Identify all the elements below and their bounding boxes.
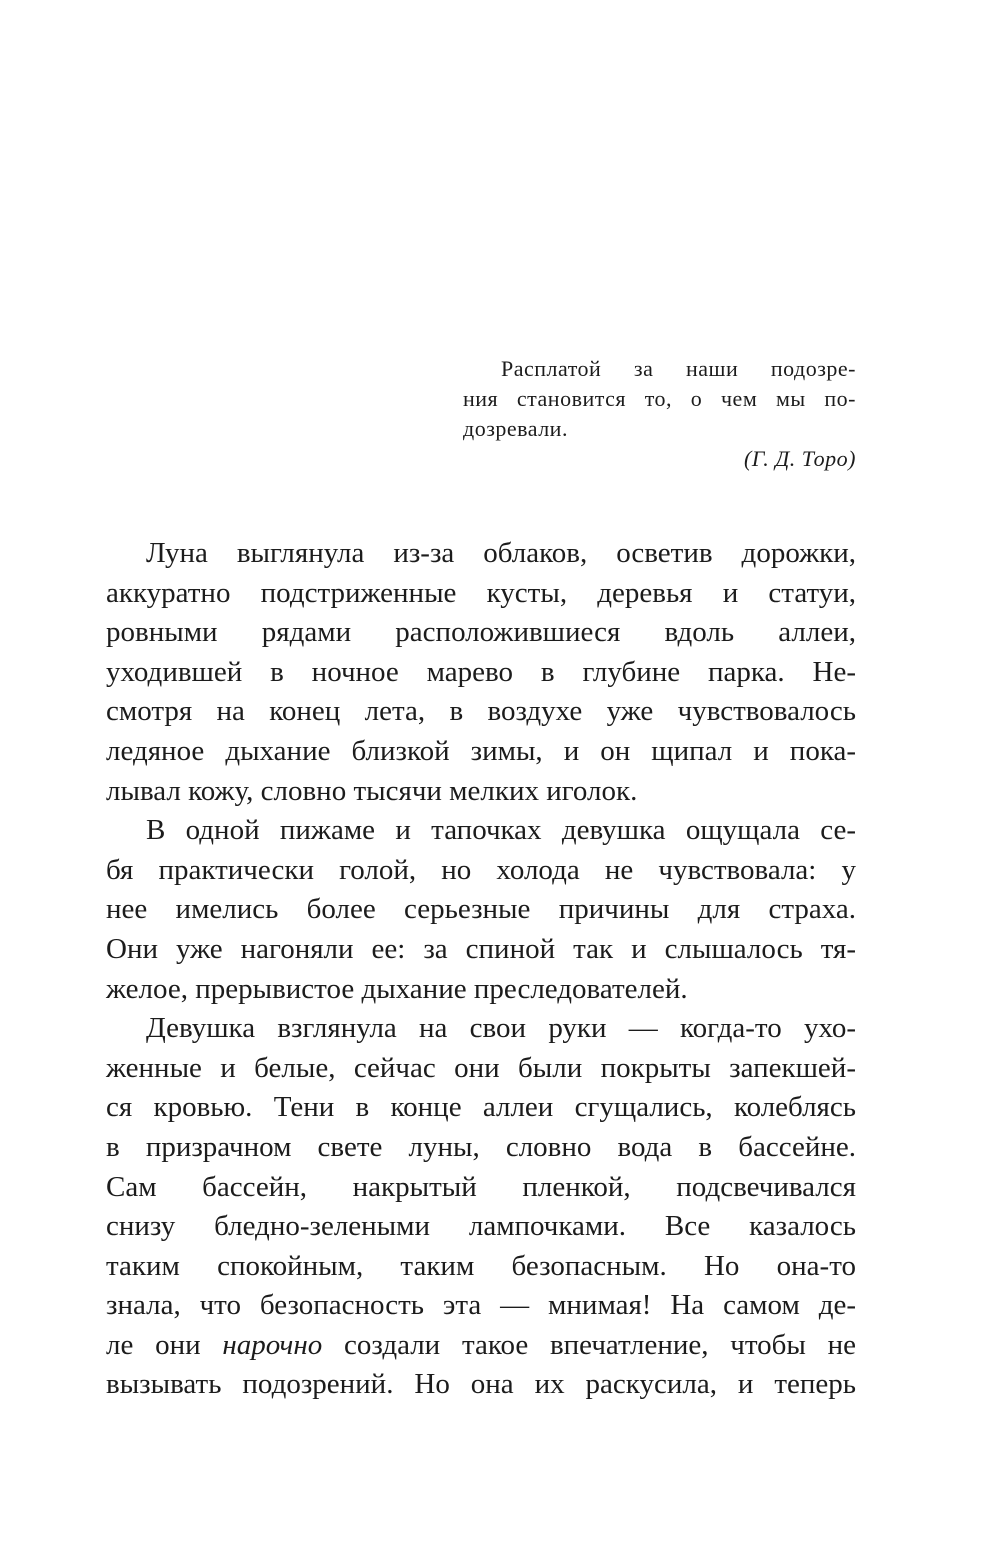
text-line: женные и белые, сейчас они были покрыты запекшей- (106, 1051, 856, 1084)
body-text (106, 534, 856, 1405)
paragraph (106, 534, 856, 811)
epigraph-line: дозревали. (463, 416, 568, 441)
text-line: ся кровью. Тени в конце аллеи сгущались, колеблясь (106, 1091, 856, 1124)
text-line: бя практически голой, но холода не чувствовала: у (106, 853, 856, 886)
epigraph-line: Расплатой за наши подозре- (501, 356, 856, 381)
text-line: лывал кожу, словно тысячи мелких иголок. (106, 774, 638, 807)
paragraph (106, 1009, 856, 1405)
text-line: таким спокойным, таким безопасным. Но она-то (106, 1249, 856, 1282)
epigraph-line: ния становится то, о чем мы по- (463, 386, 856, 411)
text-line: желое, прерывистое дыхание преследователей. (106, 972, 688, 1005)
text-line: Девушка взглянула на свои руки — когда-то ухо- (146, 1012, 856, 1045)
text-line: ровными рядами расположившиеся вдоль аллеи, (106, 616, 856, 649)
epigraph (463, 354, 856, 474)
text-line: аккуратно подстриженные кусты, деревья и статуи, (106, 576, 856, 609)
text-line: ледяное дыхание близкой зимы, и он щипал и пока- (106, 734, 856, 767)
text-line: в призрачном свете луны, словно вода в бассейне. (106, 1130, 856, 1163)
text-line: Луна выглянула из-за облаков, осветив дорожки, (146, 537, 856, 569)
text-line: Сам бассейн, накрытый пленкой, подсвечивался (106, 1170, 856, 1203)
epigraph-attribution: (Г. Д. Торо) (744, 446, 856, 471)
text-line: нее имелись более серьезные причины для страха. (106, 893, 856, 926)
text-line: ле они нарочно создали такое впечатление, чтобы не (106, 1328, 856, 1361)
text-line: снизу бледно-зелеными лампочками. Все казалось (106, 1210, 856, 1243)
text-line: уходившей в ночное марево в глубине парка. Не- (106, 655, 856, 688)
italic-word: нарочно (222, 1328, 323, 1361)
text-line: знала, что безопасность эта — мнимая! На самом де- (106, 1289, 856, 1322)
text-line: Они уже нагоняли ее: за спиной так и слышалось тя- (106, 932, 856, 965)
text-line: вызывать подозрений. Но она их раскусила, и теперь (106, 1368, 856, 1401)
text-line: В одной пижаме и тапочках девушка ощущала се- (146, 814, 856, 847)
paragraph (106, 811, 856, 1009)
text-line: смотря на конец лета, в воздухе уже чувствовалось (106, 695, 856, 728)
